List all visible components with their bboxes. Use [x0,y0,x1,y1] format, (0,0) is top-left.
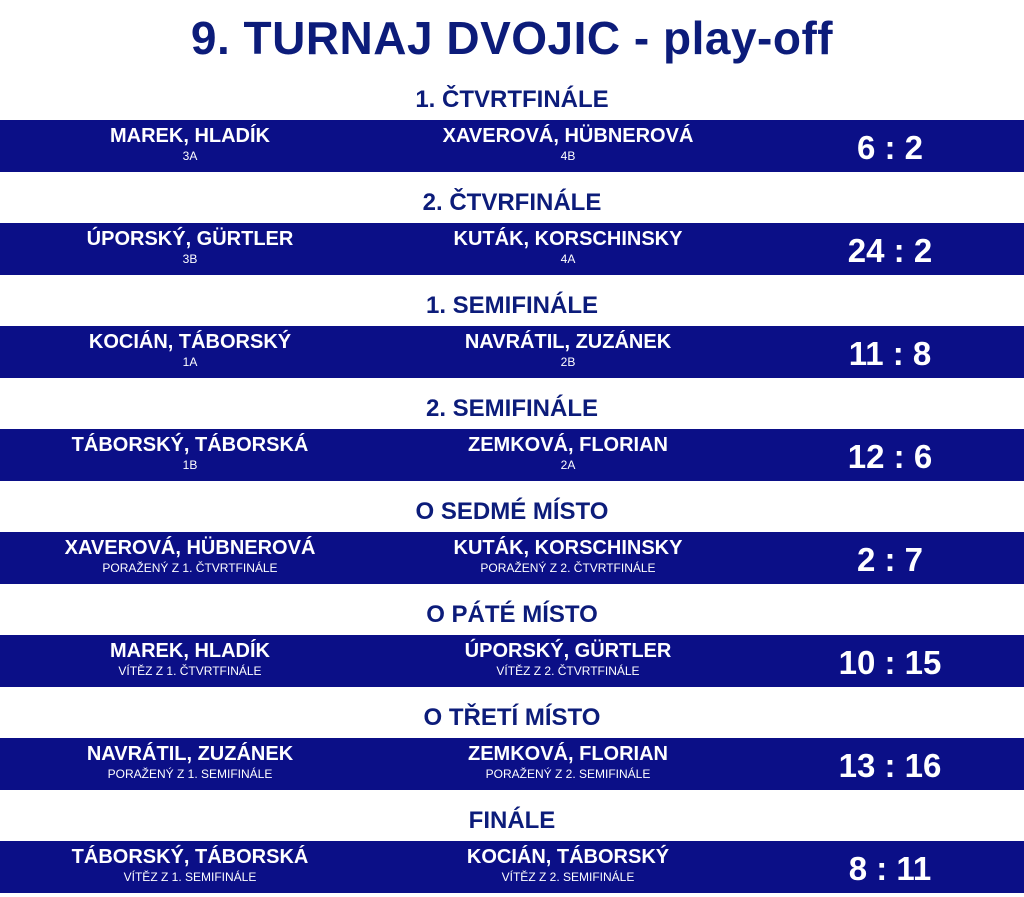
match-third-place [0,698,1024,790]
away-team-names: XAVEROVÁ, HÜBNEROVÁ [442,125,694,147]
home-team [0,841,380,893]
match-score: 8 : 11 [848,850,932,887]
away-team-names: KUTÁK, KORSCHINSKY [453,537,683,559]
match-bar [0,532,1024,584]
home-team-note: 1B [182,458,198,472]
round-heading: O TŘETÍ MÍSTO [423,704,601,731]
home-team-note: PORAŽENÝ Z 1. ČTVRTFINÁLE [102,561,278,575]
away-team-note: 4B [560,149,576,163]
away-team-note: VÍTĚZ Z 2. SEMIFINÁLE [501,870,635,884]
home-team-note: 3A [182,149,198,163]
home-team-names: XAVEROVÁ, HÜBNEROVÁ [64,537,316,559]
home-team-names: NAVRÁTIL, ZUZÁNEK [86,743,294,765]
away-team-note: 2B [560,355,576,369]
match-final [0,801,1024,893]
home-team-names: MAREK, HLADÍK [110,125,270,147]
page-title: 9. TURNAJ DVOJIC - play-off [190,12,834,64]
match-score: 2 : 7 [856,541,924,578]
home-team-note: PORAŽENÝ Z 1. SEMIFINÁLE [107,767,273,781]
home-team [0,635,380,687]
match-bar [0,223,1024,275]
match-bar [0,429,1024,481]
away-team [380,532,756,584]
match-quarterfinal-2 [0,183,1024,275]
match-semifinal-1 [0,286,1024,378]
away-team [380,635,756,687]
away-team [380,326,756,378]
match-bar [0,326,1024,378]
away-team-names: KOCIÁN, TÁBORSKÝ [466,846,670,868]
match-bar [0,738,1024,790]
home-team [0,532,380,584]
away-team-note: 4A [560,252,576,266]
match-score: 11 : 8 [848,335,932,372]
match-score: 10 : 15 [838,644,942,681]
away-team-names: ZEMKOVÁ, FLORIAN [468,743,668,765]
away-team [380,120,756,172]
home-team [0,429,380,481]
round-heading: 1. ČTVRTFINÁLE [415,86,609,113]
home-team-note: VÍTĚZ Z 1. ČTVRTFINÁLE [118,664,262,678]
round-heading: 1. SEMIFINÁLE [425,292,599,319]
round-heading: O PÁTÉ MÍSTO [426,601,598,628]
match-semifinal-2 [0,389,1024,481]
match-score: 12 : 6 [847,438,933,475]
away-team-names: KUTÁK, KORSCHINSKY [453,228,683,250]
away-team [380,738,756,790]
home-team-names: TÁBORSKÝ, TÁBORSKÁ [71,434,309,456]
away-team [380,223,756,275]
match-bar [0,635,1024,687]
match-score: 6 : 2 [856,129,924,166]
round-heading: 2. ČTVRFINÁLE [422,189,602,216]
away-team [380,429,756,481]
home-team-note: 3B [182,252,198,266]
match-bar [0,120,1024,172]
match-score: 24 : 2 [847,232,933,269]
home-team-names: ÚPORSKÝ, GÜRTLER [86,228,294,250]
away-team-names: ÚPORSKÝ, GÜRTLER [464,640,672,662]
away-team-note: 2A [560,458,576,472]
home-team-names: KOCIÁN, TÁBORSKÝ [88,331,292,353]
away-team [380,841,756,893]
home-team-note: VÍTĚZ Z 1. SEMIFINÁLE [123,870,257,884]
away-team-note: PORAŽENÝ Z 2. SEMIFINÁLE [485,767,651,781]
away-team-names: ZEMKOVÁ, FLORIAN [468,434,668,456]
home-team [0,120,380,172]
match-quarterfinal-1 [0,80,1024,172]
home-team [0,223,380,275]
home-team-names: TÁBORSKÝ, TÁBORSKÁ [71,846,309,868]
match-bar [0,841,1024,893]
home-team [0,326,380,378]
match-score: 13 : 16 [838,747,942,784]
away-team-note: PORAŽENÝ Z 2. ČTVRTFINÁLE [480,561,656,575]
home-team-note: 1A [182,355,198,369]
home-team [0,738,380,790]
round-heading: FINÁLE [468,807,556,834]
away-team-names: NAVRÁTIL, ZUZÁNEK [464,331,672,353]
round-heading: 2. SEMIFINÁLE [425,395,599,422]
away-team-note: VÍTĚZ Z 2. ČTVRTFINÁLE [496,664,640,678]
round-heading: O SEDMÉ MÍSTO [415,498,609,525]
match-fifth-place [0,595,1024,687]
home-team-names: MAREK, HLADÍK [110,640,270,662]
match-seventh-place [0,492,1024,584]
